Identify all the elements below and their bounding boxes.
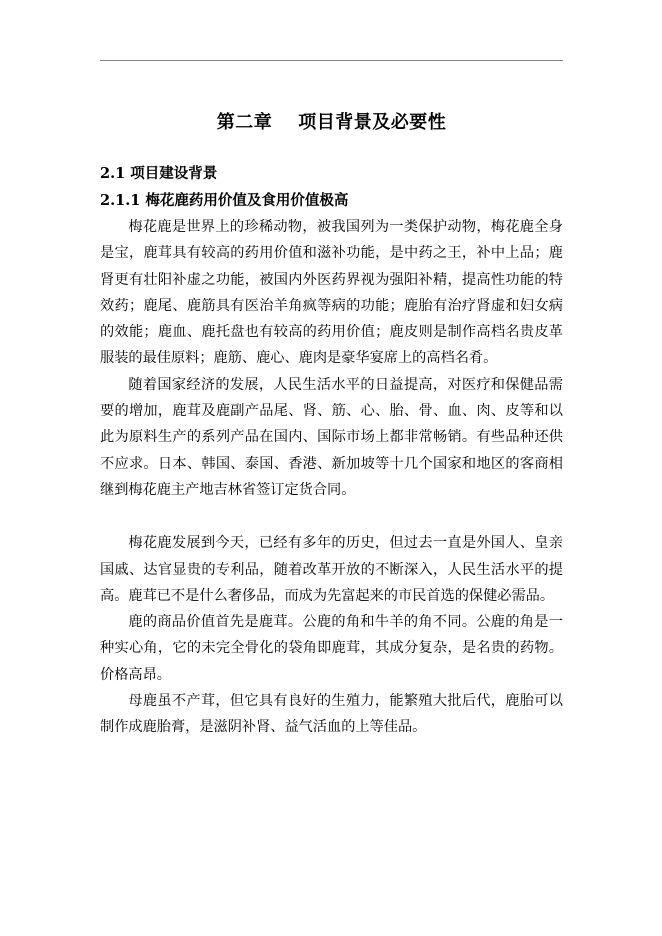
paragraph-antler-value: 鹿的商品价值首先是鹿茸。公鹿的角和牛羊的角不同。公鹿的角是一种实心角，它的未完全骨化的袋角即鹿茸，其成分复杂，是名贵的药物。价格高昂。 [100,614,563,683]
paragraph-doe-value: 母鹿虽不产茸，但它具有良好的生殖力，能繁殖大批后代，鹿胎可以制作成鹿胎膏，是滋阴补肾、益气活血的上等佳品。 [100,693,563,736]
paragraph-history: 梅花鹿发展到今天，已经有多年的历史，但过去一直是外国人、皇亲国戚、达官显贵的专利品，随着改革开放的不断深入，人民生活水平的提高。鹿茸已不是什么奢侈品，而成为先富起来的市民首选的保健必需品。 [100,535,563,604]
chapter-title [100,108,563,138]
chapter-number: 第二章 [216,112,273,133]
paragraph-medicinal-value: 梅花鹿是世界上的珍稀动物，被我国列为一类保护动物，梅花鹿全身是宝，鹿茸具有较高的药用价值和滋补功能，是中药之王，补中上品；鹿肾更有壮阳补虚之功能，被国内外医药界视为强阳补精，提高性功能的特效药；鹿尾、鹿筋具有医治羊角疯等病的功能；鹿胎有治疗肾虚和妇女病的效能；鹿血、鹿托盘也有较高的药用价值；鹿皮则是制作高档名贵皮革服装的最佳原料；鹿筋、鹿心、鹿肉是豪华宴席上的高档名肴。 [100,219,563,367]
chapter-name: 项目背景及必要性 [298,112,447,133]
paragraph-market-demand: 随着国家经济的发展，人民生活水平的日益提高，对医疗和保健品需要的增加，鹿茸及鹿副产品尾、肾、筋、心、胎、骨、血、肉、皮等和以此为原料生产的系列产品在国内、国际市场上都非常畅销。有些品种还供不应求。日本、韩国、泰国、香港、新加坡等十几个国家和地区的客商相继到梅花鹿主产地吉林省签订定货合同。 [100,376,563,498]
header-rule [100,60,563,61]
blank-line [100,503,563,530]
section-heading: 2.1 项目建设背景 [100,165,218,182]
document-body [100,108,563,741]
subsection-heading: 2.1.1 梅花鹿药用价值及食用价值极高 [100,192,349,209]
